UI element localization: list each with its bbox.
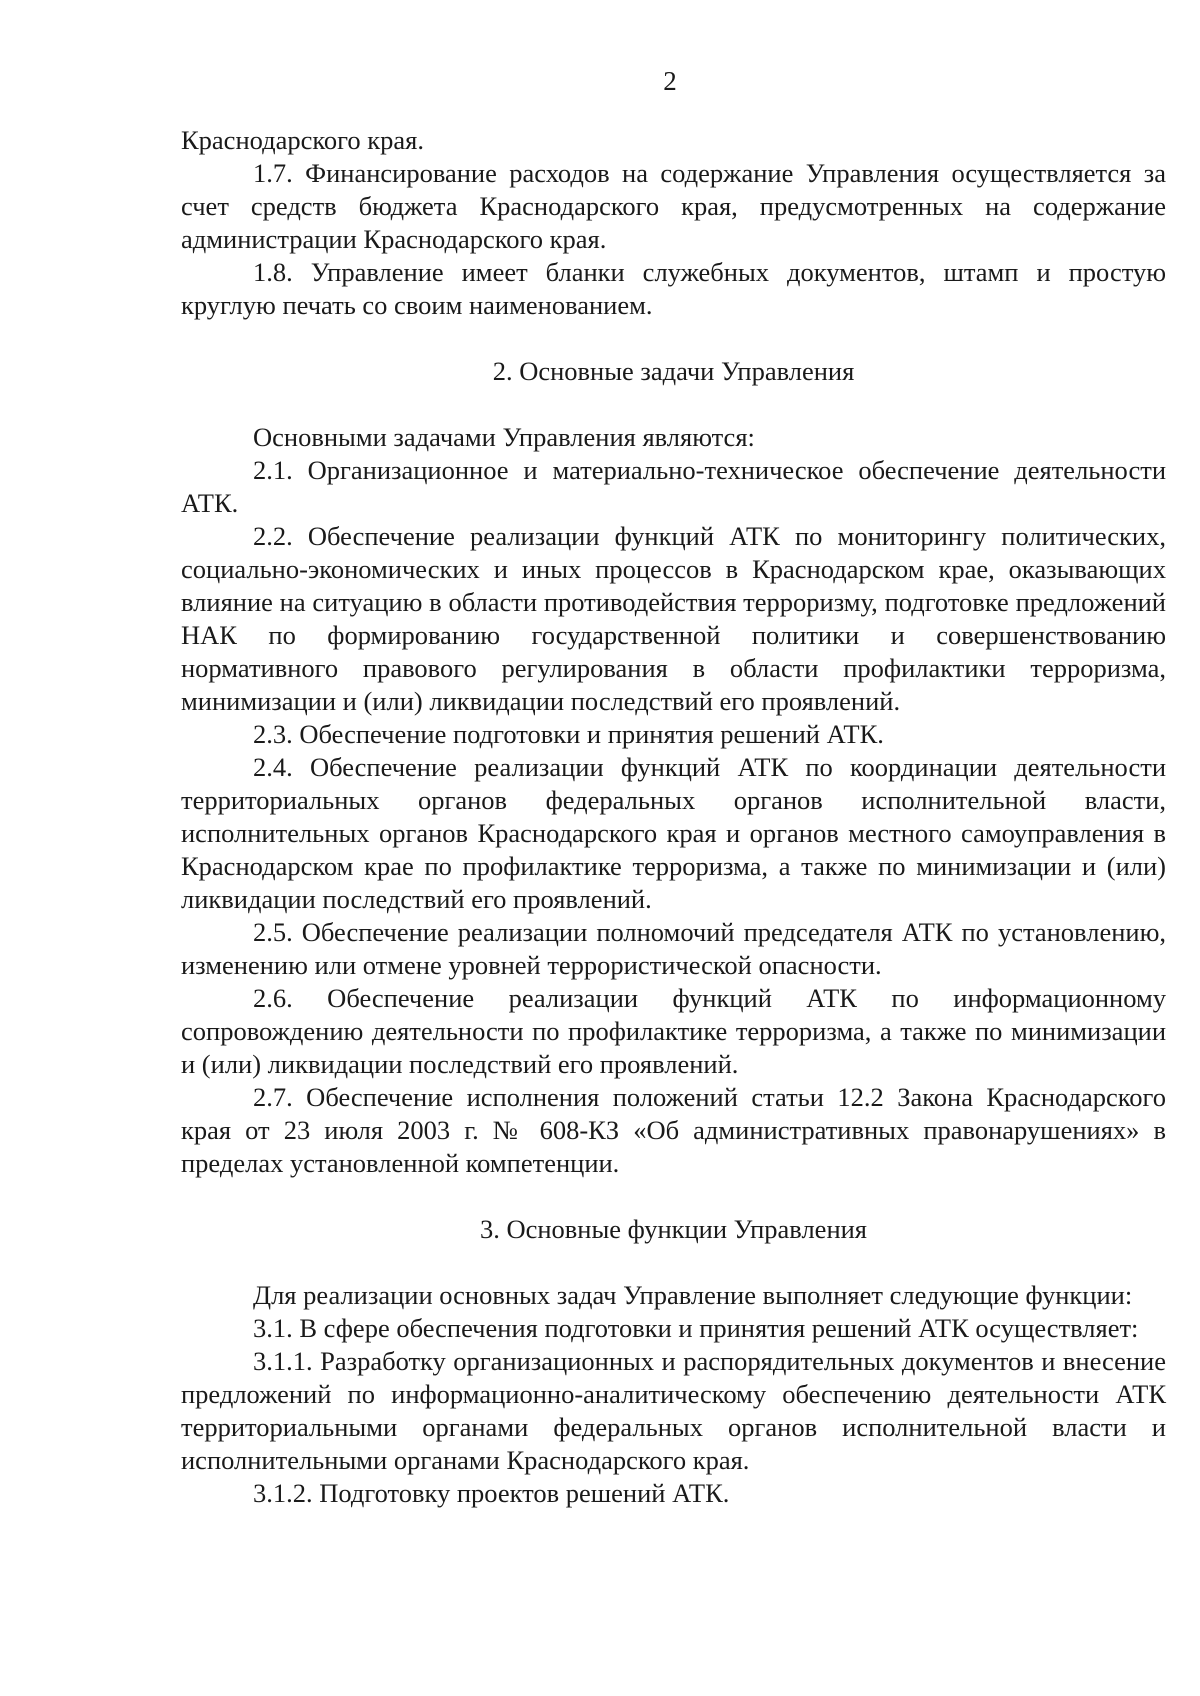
section-3-heading: 3. Основные функции Управления [479, 1214, 868, 1244]
document-body [181, 124, 1166, 1510]
page-number: 2 [663, 66, 677, 96]
paragraph-2-4: 2.4. Обеспечение реализации функций АТК по координации деятельности территориальных органов федеральных органов исполнительной власти, исполнительных органов Краснодарского края и органов местного самоуправления в Краснодарском крае по профилактике терроризма, а также по минимизации и (или) ликвидации последствий его проявлений. [181, 752, 1166, 914]
paragraph-3-1-1: 3.1.1. Разработку организационных и распорядительных документов и внесение предложений по информационно-аналитическому обеспечению деятельности АТК территориальными органами федеральных органов исполнительной власти и исполнительными органами Краснодарского края. [181, 1346, 1166, 1475]
paragraph-continuation: Краснодарского края. [181, 125, 424, 155]
paragraph-1-7: 1.7. Финансирование расходов на содержание Управления осуществляется за счет средств бюджета Краснодарского края, предусмотренных на содержание администрации Краснодарского края. [181, 158, 1166, 254]
paragraph-3-1-2: 3.1.2. Подготовку проектов решений АТК. [253, 1478, 730, 1508]
section-2-intro: Основными задачами Управления являются: [253, 422, 755, 452]
paragraph-2-2: 2.2. Обеспечение реализации функций АТК по мониторингу политических, социально-экономических и иных процессов в Краснодарском крае, оказывающих влияние на ситуацию в области противодействия терроризму, подготовке предложений НАК по формированию государственной политики и совершенствованию нормативного правового регулирования в области профилактики терроризма, минимизации и (или) ликвидации последствий его проявлений. [181, 521, 1166, 716]
section-2-heading: 2. Основные задачи Управления [492, 356, 855, 386]
paragraph-2-1: 2.1. Организационное и материально-техническое обеспечение деятельности АТК. [181, 455, 1166, 518]
paragraph-2-5: 2.5. Обеспечение реализации полномочий председателя АТК по установлению, изменению или отмене уровней террористической опасности. [181, 917, 1166, 980]
paragraph-3-1: 3.1. В сфере обеспечения подготовки и принятия решений АТК осуществляет: [253, 1313, 1139, 1343]
section-3-intro: Для реализации основных задач Управление выполняет следующие функции: [253, 1280, 1133, 1310]
paragraph-2-7: 2.7. Обеспечение исполнения положений статьи 12.2 Закона Краснодарского края от 23 июля 2003 г. № 608-КЗ «Об административных правонарушениях» в пределах установленной компетенции. [181, 1082, 1166, 1178]
paragraph-2-6: 2.6. Обеспечение реализации функций АТК по информационному сопровождению деятельности по профилактике терроризма, а также по минимизации и (или) ликвидации последствий его проявлений. [181, 983, 1166, 1079]
paragraph-1-8: 1.8. Управление имеет бланки служебных документов, штамп и простую круглую печать со своим наименованием. [181, 257, 1166, 320]
paragraph-2-3: 2.3. Обеспечение подготовки и принятия решений АТК. [253, 719, 884, 749]
